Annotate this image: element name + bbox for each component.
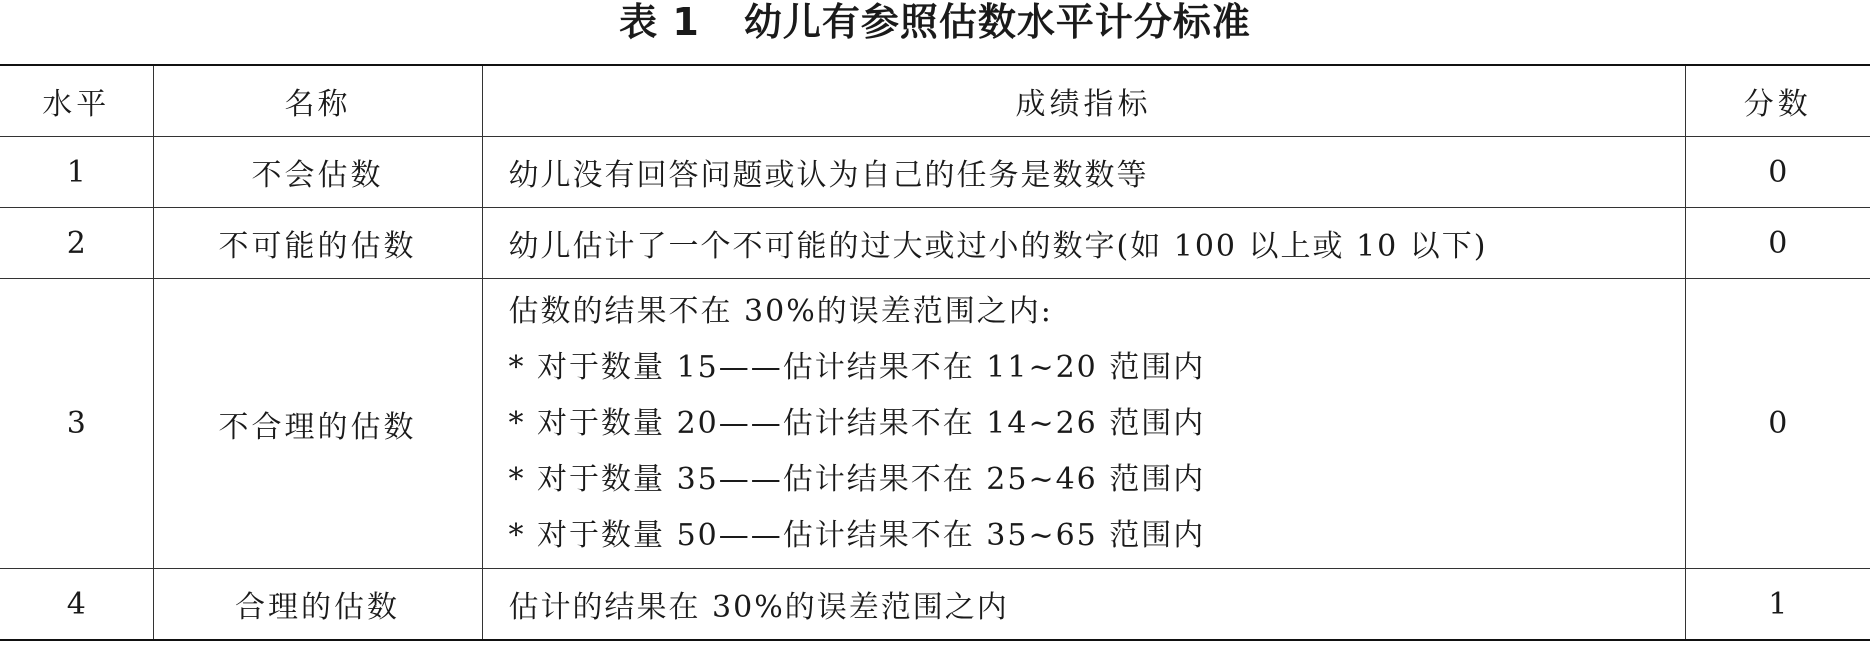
cell-score: 1 [1685,569,1870,641]
cell-name: 不合理的估数 [153,279,482,569]
cell-criteria: 幼儿没有回答问题或认为自己的任务是数数等 [482,137,1685,208]
criteria-line: * 对于数量 50——估计结果不在 35~65 范围内 [508,517,1206,553]
cell-criteria [482,279,1685,569]
cell-level: 4 [0,569,153,641]
table-row [0,279,1870,569]
header-criteria: 成绩指标 [482,65,1685,137]
table-number: 表 1 [619,0,700,44]
cell-level: 2 [0,208,153,279]
cell-name: 不会估数 [153,137,482,208]
criteria-line: 估数的结果不在 30%的误差范围之内: [508,293,1053,329]
table-row [0,208,1870,279]
cell-score: 0 [1685,279,1870,569]
header-score: 分数 [1685,65,1870,137]
cell-name: 合理的估数 [153,569,482,641]
table-title: 幼儿有参照估数水平计分标准 [743,0,1251,44]
scoring-table [0,64,1870,641]
criteria-line: * 对于数量 35——估计结果不在 25~46 范围内 [508,461,1206,497]
cell-criteria: 估计的结果在 30%的误差范围之内 [482,569,1685,641]
cell-criteria: 幼儿估计了一个不可能的过大或过小的数字(如 100 以上或 10 以下) [482,208,1685,279]
table-row [0,569,1870,641]
table-caption [0,0,1870,64]
cell-level: 1 [0,137,153,208]
table-header-row [0,65,1870,137]
criteria-line: * 对于数量 20——估计结果不在 14~26 范围内 [508,405,1206,441]
header-level: 水平 [0,65,153,137]
criteria-line: * 对于数量 15——估计结果不在 11~20 范围内 [508,349,1206,385]
cell-name: 不可能的估数 [153,208,482,279]
cell-level: 3 [0,279,153,569]
cell-score: 0 [1685,208,1870,279]
table-row [0,137,1870,208]
cell-score: 0 [1685,137,1870,208]
header-name: 名称 [153,65,482,137]
